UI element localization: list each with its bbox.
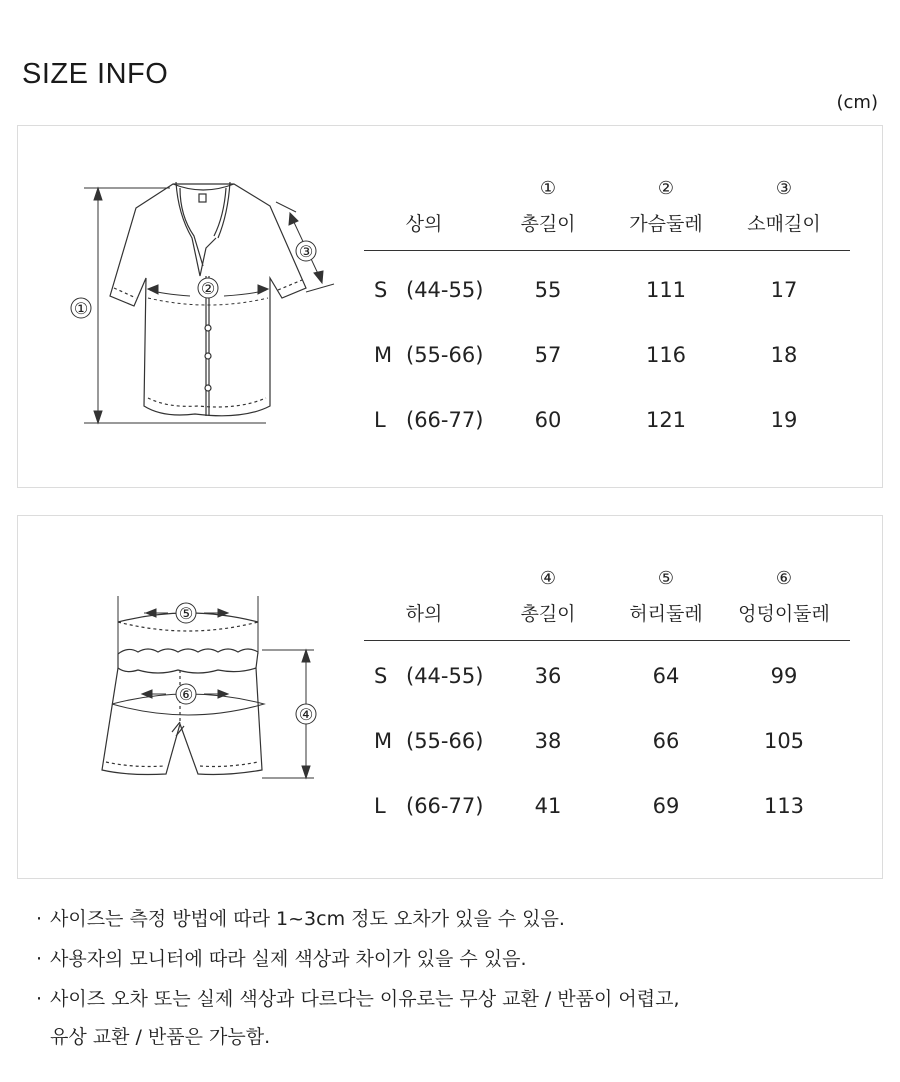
cell-value: 105	[763, 729, 805, 753]
table-row	[364, 794, 850, 834]
shorts-illustration	[88, 584, 348, 794]
marker-chest: ②	[200, 279, 216, 298]
marker-hip: ⑥	[178, 685, 194, 704]
cell-value: 38	[534, 729, 562, 753]
page-title: SIZE INFO	[22, 58, 169, 90]
header-num: ⑥	[775, 568, 793, 589]
note-line	[36, 944, 527, 971]
cell-value: 19	[770, 408, 798, 432]
header-name: 엉덩이둘레	[738, 603, 830, 625]
cell-value: 17	[770, 278, 798, 302]
size-range: (55-66)	[406, 343, 484, 367]
header-num: ②	[657, 178, 675, 199]
cell-value: 64	[652, 664, 680, 688]
cell-value: 18	[770, 343, 798, 367]
cell-value: 57	[534, 343, 562, 367]
size-label: S	[374, 664, 388, 688]
bullet: ·	[36, 948, 43, 970]
header-label: 하의	[405, 603, 443, 625]
marker-waist: ⑤	[178, 604, 194, 623]
header-num: ④	[539, 568, 557, 589]
bottom-size-panel	[17, 515, 883, 879]
size-label: L	[374, 794, 386, 818]
table-row	[364, 664, 850, 704]
cell-value: 41	[534, 794, 562, 818]
cell-value: 121	[645, 408, 687, 432]
cell-value: 69	[652, 794, 680, 818]
size-label: L	[374, 408, 386, 432]
note-line	[36, 984, 680, 1011]
header-name: 가슴둘레	[629, 213, 703, 235]
top-size-panel	[17, 125, 883, 488]
header-num: ③	[775, 178, 793, 199]
cell-value: 111	[645, 278, 687, 302]
note-text: 사용자의 모니터에 따라 실제 색상과 차이가 있을 수 있음.	[50, 948, 527, 970]
header-name: 총길이	[520, 213, 576, 235]
cell-value: 60	[534, 408, 562, 432]
header-divider	[364, 640, 850, 641]
header-label: 상의	[405, 213, 443, 235]
size-range: (44-55)	[406, 278, 484, 302]
size-label: M	[374, 343, 393, 367]
cell-value: 113	[763, 794, 805, 818]
header-name: 총길이	[520, 603, 576, 625]
table-header	[364, 126, 850, 251]
table-header	[364, 516, 850, 641]
marker-sleeve: ③	[298, 242, 314, 261]
note-line	[36, 1022, 270, 1049]
header-num: ⑤	[657, 568, 675, 589]
unit-label: (cm)	[836, 92, 878, 113]
cell-value: 36	[534, 664, 562, 688]
size-label: S	[374, 278, 388, 302]
marker-length: ④	[298, 705, 314, 724]
header-name: 소매길이	[747, 213, 821, 235]
table-row	[364, 343, 850, 383]
note-line	[36, 904, 565, 931]
marker-total-length: ①	[73, 299, 89, 318]
table-row	[364, 729, 850, 769]
size-range: (44-55)	[406, 664, 484, 688]
cell-value: 66	[652, 729, 680, 753]
table-row	[364, 408, 850, 448]
size-range: (66-77)	[406, 794, 484, 818]
note-text: 유상 교환 / 반품은 가능함.	[50, 1026, 271, 1048]
size-range: (55-66)	[406, 729, 484, 753]
size-label: M	[374, 729, 393, 753]
header-name: 허리둘레	[629, 603, 703, 625]
table-row	[364, 278, 850, 318]
bullet: ·	[36, 988, 43, 1010]
note-text: 사이즈는 측정 방법에 따라 1~3cm 정도 오차가 있을 수 있음.	[50, 908, 565, 930]
cell-value: 55	[534, 278, 562, 302]
note-text: 사이즈 오차 또는 실제 색상과 다르다는 이유로는 무상 교환 / 반품이 어렵고,	[50, 988, 680, 1010]
size-range: (66-77)	[406, 408, 484, 432]
header-divider	[364, 250, 850, 251]
cell-value: 99	[770, 664, 798, 688]
cell-value: 116	[645, 343, 687, 367]
bullet: ·	[36, 908, 43, 930]
shirt-illustration	[58, 166, 348, 436]
header-num: ①	[539, 178, 557, 199]
